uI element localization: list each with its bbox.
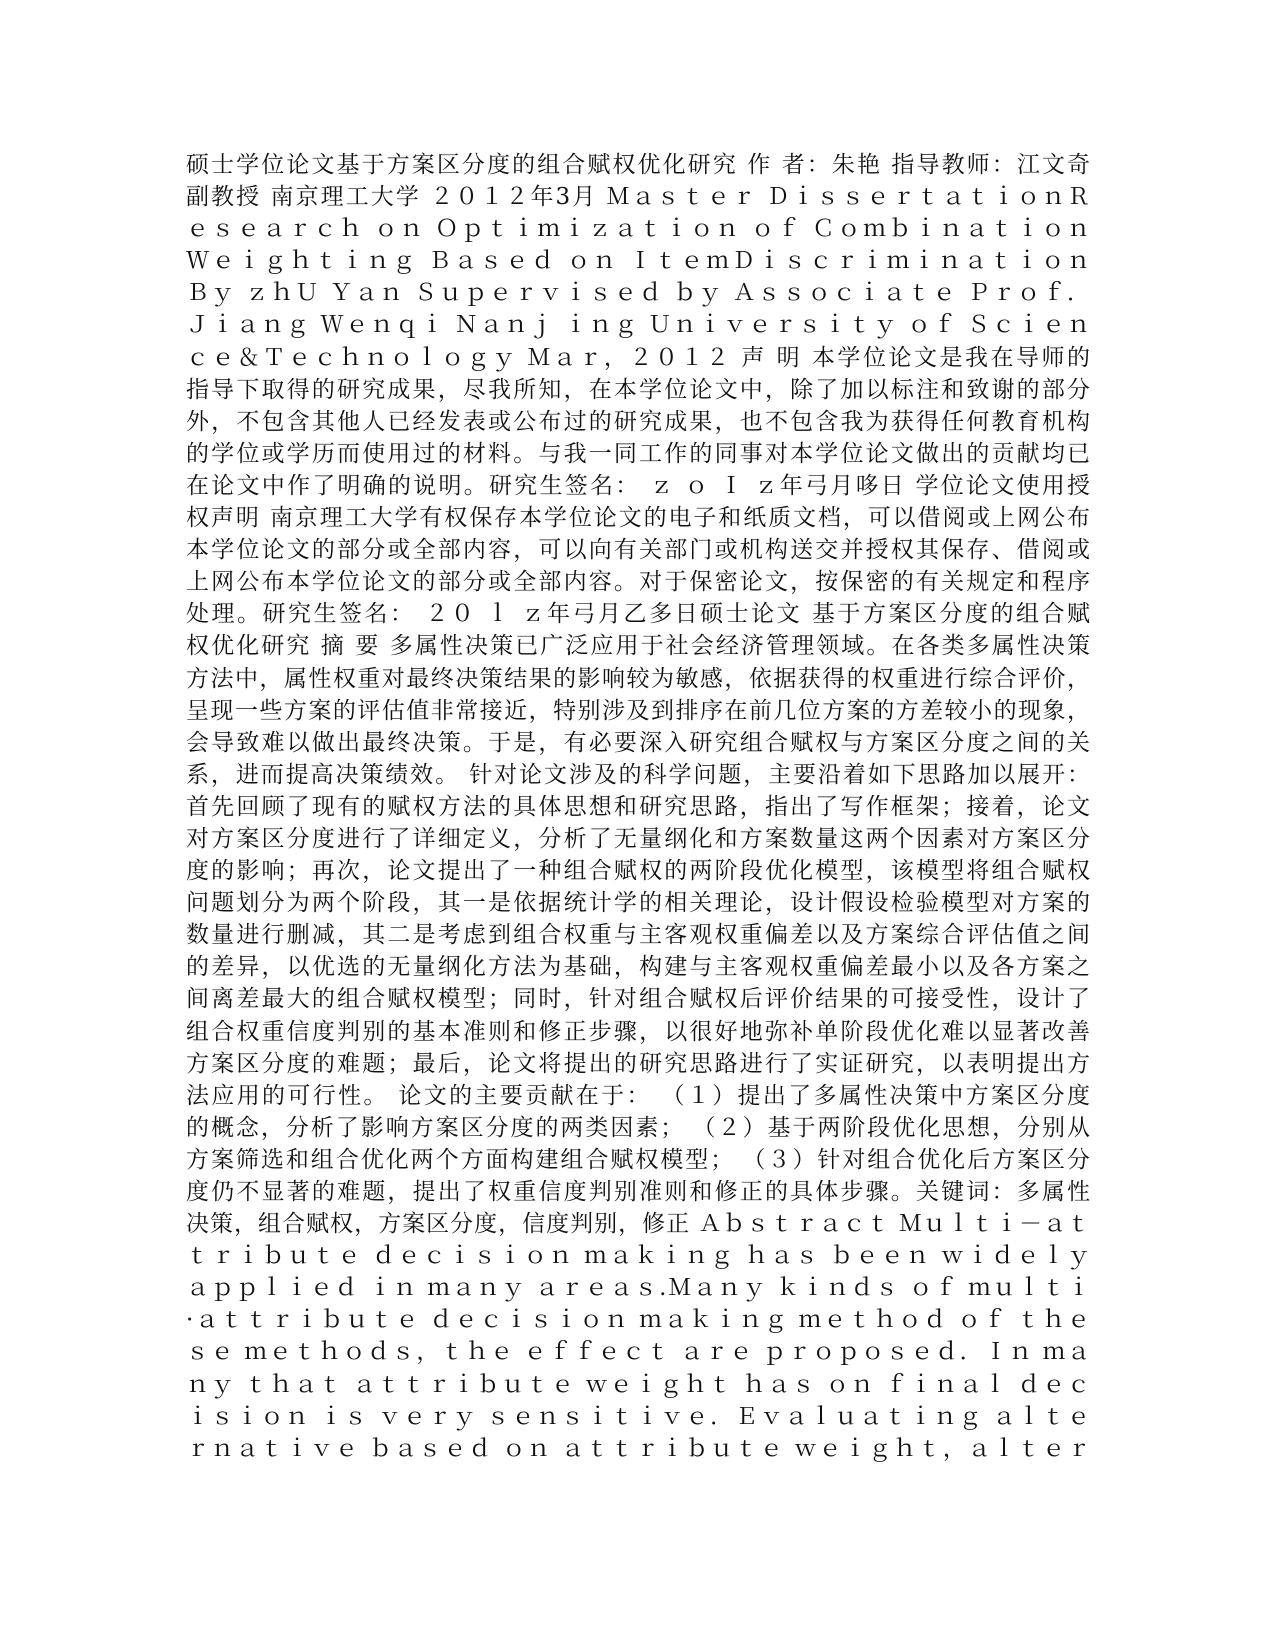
text-line: 问题划分为两个阶段，其一是依据统计学的相关理论，设计假设检验模型对方案的 bbox=[186, 890, 1090, 917]
text-line: ｅｓｅａｒｃｈ ｏｎ Ｏｐｔｉｍｉｚａｔｉｏｎ ｏｆ Ｃｏｍｂｉｎａｔｉｏｎ bbox=[186, 216, 1090, 243]
text-line: 系，进而提高决策绩效。 针对论文涉及的科学问题，主要沿着如下思路加以展开： bbox=[186, 761, 1090, 788]
text-line: 组合权重信度判别的基本准则和修正步骤，以很好地弥补单阶段优化难以显著改善 bbox=[186, 1018, 1090, 1045]
text-line: 的学位或学历而使用过的材料。与我一同工作的同事对本学位论文做出的贡献均已 bbox=[186, 440, 1090, 467]
text-line: 处理。研究生签名： ２０ ｌ ｚ年弓月乙多日硕士论文 基于方案区分度的组合赋 bbox=[186, 601, 1090, 628]
text-line: ｓｅ ｍｅｔｈｏｄｓ，ｔｈｅ ｅｆｆｅｃｔ ａｒｅ ｐｒｏｐｏｓｅｄ．Ｉｎ ｍａ bbox=[186, 1339, 1090, 1366]
text-line: 首先回顾了现有的赋权方法的具体思想和研究思路，指出了写作框架；接着，论文 bbox=[186, 793, 1090, 820]
text-line: 副教授 南京理工大学 ２０１２年3月 Ｍａｓｔｅｒ ＤｉｓｓｅｒｔａｔｉｏｎＲ bbox=[186, 184, 1090, 211]
text-line: 本学位论文的部分或全部内容，可以向有关部门或机构送交并授权其保存、借阅或 bbox=[186, 537, 1090, 564]
text-line: 硕士学位论文基于方案区分度的组合赋权优化研究 作 者：朱艳 指导教师：江文奇 bbox=[186, 152, 1090, 178]
text-line: ｃｅ＆Ｔｅｃｈｎｏｌｏｇｙ Ｍａｒ，２０１２ 声 明 本学位论文是我在导师的 bbox=[186, 344, 1090, 371]
text-line: ａｐｐｌｉｅｄ ｉｎ ｍａｎｙ ａｒｅａｓ.Ｍａｎｙ ｋｉｎｄｓ ｏｆ ｍｕｌｔｉ bbox=[186, 1275, 1090, 1302]
text-line: Ｗｅｉｇｈｔｉｎｇ Ｂａｓｅｄ ｏｎ ＩｔｅｍＤｉｓｃｒｉｍｉｎａｔｉｏｎ bbox=[186, 248, 1090, 275]
text-line: 方案筛选和组合优化两个方面构建组合赋权模型； （３）针对组合优化后方案区分 bbox=[186, 1146, 1090, 1173]
text-line: 方法中，属性权重对最终决策结果的影响较为敏感，依据获得的权重进行综合评价， bbox=[186, 665, 1090, 692]
text-line: Ｊｉａｎｇ Ｗｅｎｑｉ Ｎａｎｊ ｉｎｇ Ｕｎｉｖｅｒｓｉｔｙ ｏｆ Ｓｃｉｅｎ bbox=[186, 312, 1090, 339]
text-line: 会导致难以做出最终决策。于是，有必要深入研究组合赋权与方案区分度之间的关 bbox=[186, 729, 1090, 756]
text-line: 数量进行删减，其二是考虑到组合权重与主客观权重偏差以及方案综合评估值之间 bbox=[186, 922, 1090, 949]
text-line: 指导下取得的研究成果，尽我所知，在本学位论文中，除了加以标注和致谢的部分 bbox=[186, 376, 1090, 403]
text-line: 的概念，分析了影响方案区分度的两类因素； （２）基于两阶段优化思想，分别从 bbox=[186, 1114, 1090, 1141]
text-line: ｎｙ ｔｈａｔ ａｔｔｒｉｂｕｔｅ ｗｅｉｇｈｔ ｈａｓ ｏｎ ｆｉｎａｌ ｄｅｃ bbox=[186, 1371, 1090, 1398]
text-line: ｒｎａｔｉｖｅ ｂａｓｅｄ ｏｎ ａｔｔｒｉｂｕｔｅ ｗｅｉｇｈｔ，ａｌｔｅｒ bbox=[186, 1435, 1090, 1462]
text-line: ｔｒｉｂｕｔｅ ｄｅｃｉｓｉｏｎ ｍａｋｉｎｇ ｈａｓ ｂｅｅｎ ｗｉｄｅｌｙ bbox=[186, 1243, 1090, 1270]
text-line: 外，不包含其他人已经发表或公布过的研究成果，也不包含我为获得任何教育机构 bbox=[186, 408, 1090, 435]
text-line: 法应用的可行性。 论文的主要贡献在于： （１）提出了多属性决策中方案区分度 bbox=[186, 1082, 1090, 1109]
text-line: 的差异，以优选的无量纲化方法为基础，构建与主客观权重偏差最小以及各方案之 bbox=[186, 954, 1090, 981]
text-line: 在论文中作了明确的说明。研究生签名： ｚ ｏ Ｉ ｚ年弓月哆日 学位论文使用授 bbox=[186, 472, 1090, 499]
text-line: 权优化研究 摘 要 多属性决策已广泛应用于社会经济管理领域。在各类多属性决策 bbox=[186, 633, 1090, 660]
text-line: 方案区分度的难题；最后，论文将提出的研究思路进行了实证研究，以表明提出方 bbox=[186, 1050, 1090, 1077]
text-line: 间离差最大的组合赋权模型；同时，针对组合赋权后评价结果的可接受性，设计了 bbox=[186, 986, 1090, 1013]
document-body bbox=[186, 149, 1090, 1465]
text-line: 上网公布本学位论文的部分或全部内容。对于保密论文，按保密的有关规定和程序 bbox=[186, 569, 1090, 596]
text-line: ｉｓｉｏｎ ｉｓ ｖｅｒｙ ｓｅｎｓｉｔｉｖｅ．Ｅｖａｌｕａｔｉｎｇ ａｌｔｅ bbox=[186, 1403, 1090, 1430]
text-line: 度的影响；再次，论文提出了一种组合赋权的两阶段优化模型，该模型将组合赋权 bbox=[186, 858, 1090, 885]
text-line: Ｂｙ ｚｈＵ Ｙａｎ Ｓｕｐｅｒｖｉｓｅｄ ｂｙ Ａｓｓｏｃｉａｔｅ Ｐｒｏｆ． bbox=[186, 280, 1090, 307]
text-line: 决策，组合赋权，方案区分度，信度判别，修正 Ａｂｓｔｒａｃｔ Ｍｕｌｔｉ－ａｔ bbox=[186, 1211, 1090, 1238]
text-line: ·ａｔｔｒｉｂｕｔｅ ｄｅｃｉｓｉｏｎ ｍａｋｉｎｇ ｍｅｔｈｏｄ ｏｆ ｔｈｅ bbox=[186, 1307, 1090, 1334]
text-line: 权声明 南京理工大学有权保存本学位论文的电子和纸质文档，可以借阅或上网公布 bbox=[186, 505, 1090, 532]
text-line: 度仍不显著的难题，提出了权重信度判别准则和修正的具体步骤。关键词：多属性 bbox=[186, 1179, 1090, 1205]
text-line: 呈现一些方案的评估值非常接近，特别涉及到排序在前几位方案的方差较小的现象， bbox=[186, 697, 1090, 724]
text-line: 对方案区分度进行了详细定义，分析了无量纲化和方案数量这两个因素对方案区分 bbox=[186, 825, 1090, 852]
